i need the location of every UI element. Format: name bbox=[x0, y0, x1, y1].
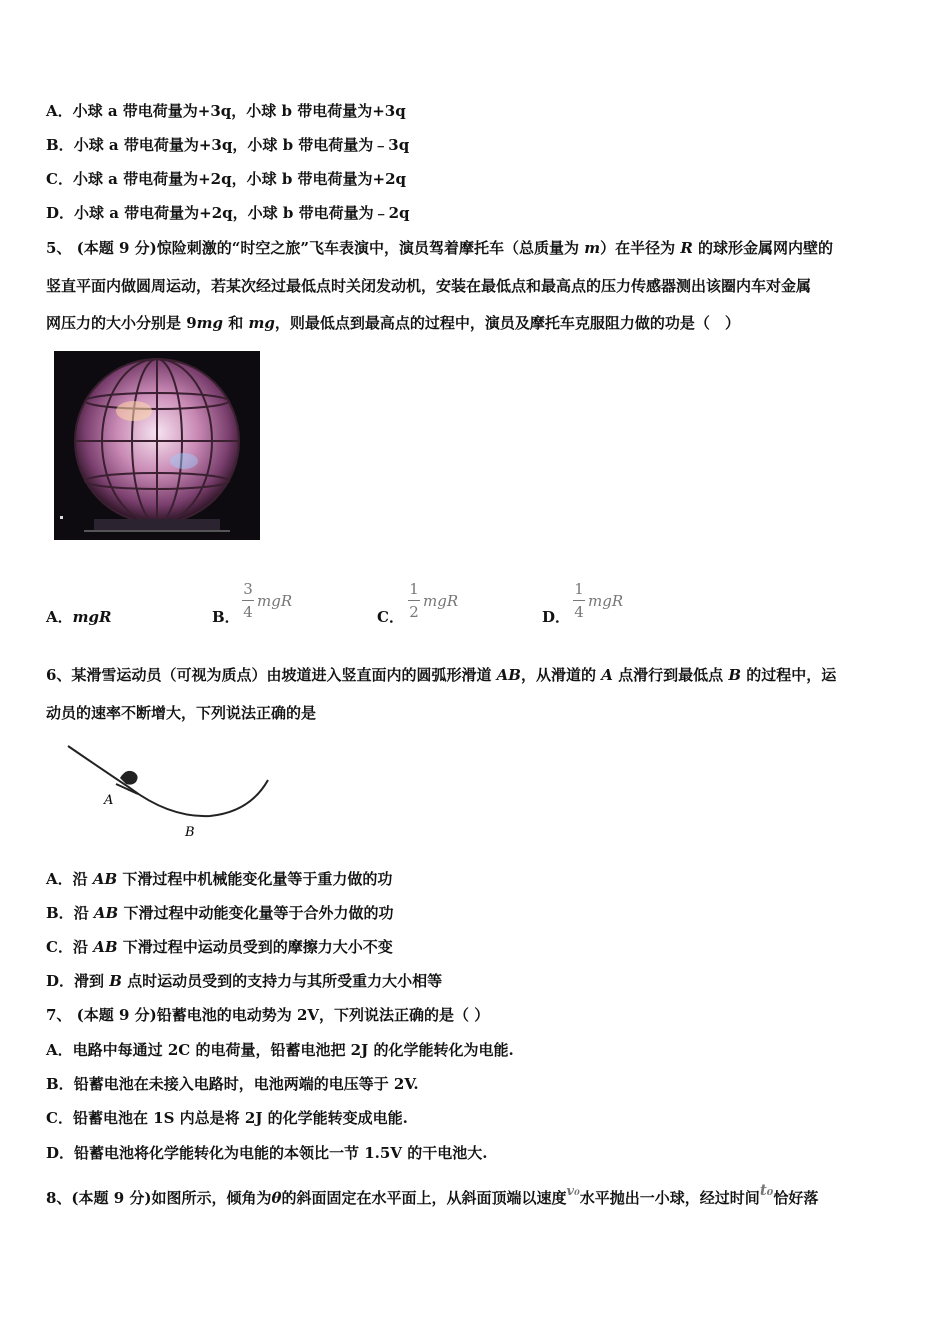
q5-option-c-label: C． bbox=[377, 608, 404, 626]
q5-option-b-fraction: 3 4 mgR bbox=[243, 580, 293, 621]
q4-option-d: D．小球 a 带电荷量为+2q，小球 b 带电荷量为﹣2q bbox=[46, 204, 410, 222]
q5-stem-line2: 竖直平面内做圆周运动，若某次经过最低点时关闭发动机，安装在最低点和最高点的压力传感器测出该圈内车对金属 bbox=[46, 277, 812, 295]
q6-option-b: B．沿 AB 下滑过程中动能变化量等于合外力做的功 bbox=[46, 904, 394, 922]
q7-option-c: C．铅蓄电池在 1S 内总是将 2J 的化学能转变成电能. bbox=[46, 1109, 408, 1127]
q7-option-d: D．铅蓄电池将化学能转化为电能的本领比一节 1.5V 的干电池大. bbox=[46, 1144, 488, 1162]
q5-option-b-label: B． bbox=[212, 608, 240, 626]
q4-option-c: C．小球 a 带电荷量为+2q，小球 b 带电荷量为+2q bbox=[46, 170, 407, 188]
point-a-label: A bbox=[104, 793, 114, 808]
v0-symbol: v₀ bbox=[566, 1184, 580, 1199]
q7-stem: 7、 (本题 9 分)铅蓄电池的电动势为 2V，下列说法正确的是（ ） bbox=[46, 1006, 490, 1024]
q6-stem-line2: 动员的速率不断增大，下列说法正确的是 bbox=[46, 704, 317, 722]
q5-stem-line1: 5、 (本题 9 分)惊险刺激的“时空之旅”飞车表演中，演员驾着摩托车（总质量为 m）在半径为 R 的球形金属网内壁的 bbox=[46, 239, 834, 257]
q5-option-c-fraction: 1 2 mgR bbox=[409, 580, 459, 621]
q7-option-b: B．铅蓄电池在未接入电路时，电池两端的电压等于 2V. bbox=[46, 1075, 419, 1093]
q5-option-d-label: D． bbox=[542, 608, 571, 626]
q6-option-a: A．沿 AB 下滑过程中机械能变化量等于重力做的功 bbox=[46, 870, 393, 888]
q4-option-b: B．小球 a 带电荷量为+3q，小球 b 带电荷量为﹣3q bbox=[46, 136, 410, 154]
ski-slope-diagram bbox=[60, 740, 280, 845]
q6-stem-line1: 6、某滑雪运动员（可视为质点）由坡道进入竖直面内的圆弧形滑道 AB，从滑道的 A 点滑行到最低点 B 的过程中，运 bbox=[46, 666, 837, 684]
point-b-label: B bbox=[185, 825, 195, 840]
q8-stem: 8、(本题 9 分)如图所示，倾角为θ的斜面固定在水平面上，从斜面顶端以速度v₀水平抛出一小球，经过时间t₀恰好落 bbox=[46, 1181, 819, 1207]
q5-option-a: A．mgR bbox=[46, 608, 112, 626]
q4-option-a: A．小球 a 带电荷量为+3q，小球 b 带电荷量为+3q bbox=[46, 102, 406, 120]
t0-symbol: t₀ bbox=[759, 1181, 774, 1199]
q5-stem-line3: 网压力的大小分别是 9mg 和 mg，则最低点到最高点的过程中，演员及摩托车克服阻力做的功是（ ） bbox=[46, 314, 740, 332]
globe-of-death-photo bbox=[54, 351, 260, 540]
q7-option-a: A．电路中每通过 2C 的电荷量，铅蓄电池把 2J 的化学能转化为电能. bbox=[46, 1041, 514, 1059]
q5-option-d-fraction: 1 4 mgR bbox=[574, 580, 624, 621]
q6-option-d: D．滑到 B 点时运动员受到的支持力与其所受重力大小相等 bbox=[46, 972, 443, 990]
q6-option-c: C．沿 AB 下滑过程中运动员受到的摩擦力大小不变 bbox=[46, 938, 393, 956]
